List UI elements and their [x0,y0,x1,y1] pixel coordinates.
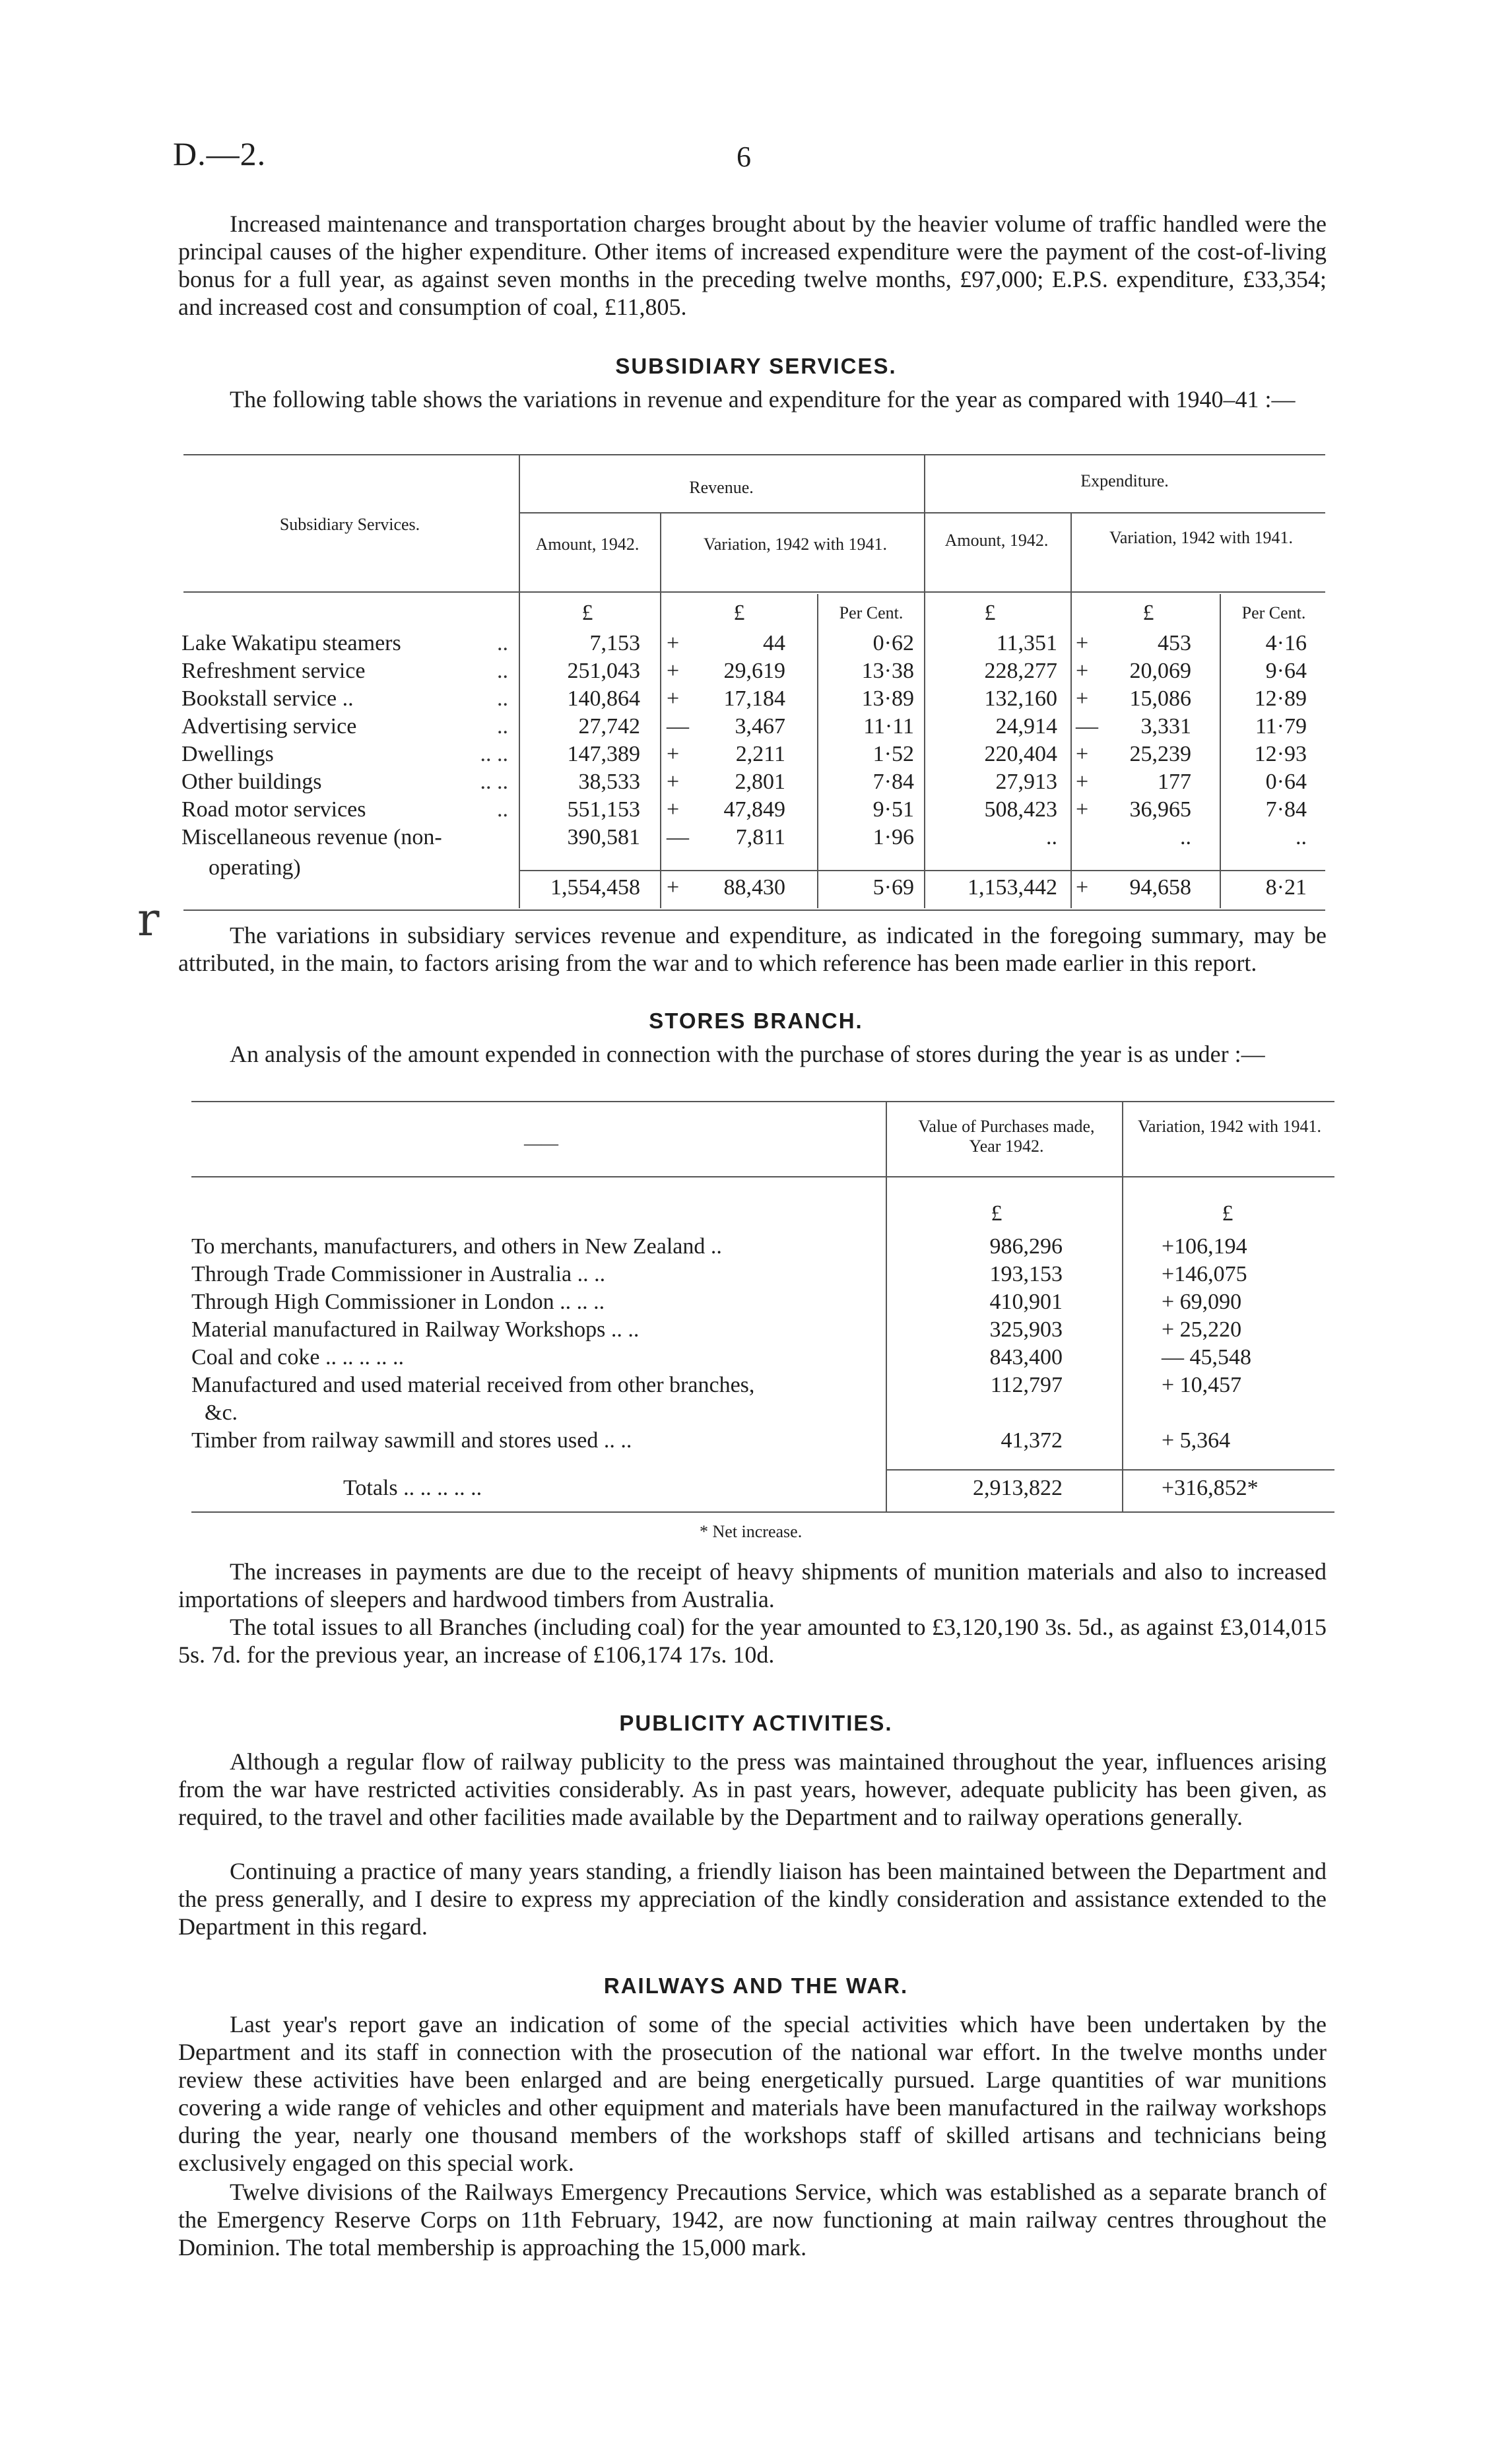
exp-variation: 36,965 [1129,797,1191,822]
rev-percent: 13·38 [861,659,914,683]
rev-sign: + [667,686,680,711]
unit-exp-amount: £ [984,601,996,625]
exp-sign: + [1076,659,1089,683]
totals-rule [519,870,1325,871]
service-name: Miscellaneous revenue (non- [181,825,442,849]
rev-amount: 140,864 [567,686,640,711]
stores-totals-rule [886,1469,1334,1471]
stores-bottom-rule [191,1511,1334,1513]
stores-item-value: 410,901 [989,1290,1063,1314]
rev-amount: 551,153 [567,797,640,822]
exp-percent: 7·84 [1265,797,1307,822]
service-name: Dwellings [181,742,274,766]
stores-item-name: Material manufactured in Railway Workshops .. .. [191,1317,640,1342]
rev-percent: 0·62 [872,631,914,655]
exp-sign: — [1076,714,1098,739]
col-header-exp-variation: Variation, 1942 with 1941. [1109,528,1294,547]
stores-totals-label: Totals .. .. .. .. .. [343,1476,482,1500]
stores-item-name: To merchants, manufacturers, and others in New Zealand .. [191,1234,722,1259]
stores-unit-variation: £ [1222,1201,1233,1226]
stores-item-value: 112,797 [990,1373,1063,1397]
war-paragraph-1: Last year's report gave an indication of some of the special activities which have been undertaken by the Department and its staff in connection with the prosecution of the national war effort. In the twelve months under review these activities have been enlarged and are being energetically pursued. Large quantities of war munitions covering a wide range of vehicles and other equipment and materials have been manufactured in the railway workshops during the year, nearly one thousand members of the workshops staff of skilled artisans and technicians being exclusively engaged on this special work. [178,2011,1327,2176]
rev-sign: + [667,770,680,794]
rev-variation: 47,849 [723,797,785,822]
header-rule [519,512,1325,513]
exp-percent: 12·89 [1254,686,1307,711]
stores-divider [1122,1102,1123,1511]
subsidiary-intro: The following table shows the variations in revenue and expenditure for the year as compared with 1940–41 :— [230,386,1296,413]
total-rev-variation: 88,430 [723,875,785,900]
exp-variation: 15,086 [1129,686,1191,711]
publicity-heading: PUBLICITY ACTIVITIES. [619,1711,893,1735]
stores-item-variation: + 10,457 [1162,1373,1242,1397]
exp-percent: 0·64 [1265,770,1307,794]
leader-dots: .. [497,686,508,711]
exp-sign: + [1076,770,1089,794]
table-top-rule [183,454,1325,455]
rev-percent: 1·96 [872,825,914,849]
total-rev-percent: 5·69 [872,875,914,900]
table-divider [519,455,520,908]
rev-sign: + [667,659,680,683]
stores-item-value: 986,296 [989,1234,1063,1259]
total-exp-sign: + [1076,875,1089,900]
stores-paragraph-2: The total issues to all Branches (including coal) for the year amounted to £3,120,190 3s. 5d., as against £3,014,015 5s. 7d. for the previous year, an increase of £106,174 17s. 10d. [178,1614,1327,1668]
exp-percent: 11·79 [1255,714,1307,739]
stores-col-blank: —— [524,1134,558,1153]
col-header-services: Subsidiary Services. [279,515,420,534]
total-rev-sign: + [667,875,680,900]
leader-dots: .. .. [480,742,508,766]
rev-amount: 38,533 [578,770,640,794]
rev-variation: 29,619 [723,659,785,683]
stores-item-name: Timber from railway sawmill and stores used .. .. [191,1428,632,1453]
stores-item-name: Through High Commissioner in London .. .. .. [191,1290,605,1314]
stores-col-value: Value of Purchases made, Year 1942. [918,1117,1095,1156]
stores-top-rule [191,1101,1334,1102]
exp-variation: 25,239 [1129,742,1191,766]
rev-percent: 13·89 [861,686,914,711]
exp-sign: + [1076,686,1089,711]
subsidiary-services-heading: SUBSIDIARY SERVICES. [615,354,897,378]
exp-amount: 228,277 [984,659,1057,683]
exp-amount: 24,914 [995,714,1057,739]
publicity-paragraph-2: Continuing a practice of many years standing, a friendly liaison has been maintained between the Department and the press generally, and I desire to express my appreciation of the kindly consideration and assistance extended to the Department in this regard. [178,1858,1327,1940]
exp-percent: .. [1296,825,1307,849]
col-header-revenue: Revenue. [689,478,754,497]
rev-amount: 27,742 [578,714,640,739]
stores-item-name: Manufactured and used material received from other branches, [191,1373,755,1397]
exp-amount: .. [1046,825,1057,849]
stores-item-variation: + 5,364 [1162,1428,1231,1453]
stores-item-variation: — 45,548 [1162,1345,1251,1370]
exp-variation: 177 [1158,770,1191,794]
rev-percent: 11·11 [863,714,914,739]
exp-amount: 220,404 [984,742,1057,766]
leader-dots: .. [497,631,508,655]
rev-variation: 2,211 [735,742,785,766]
stores-item-name: Coal and coke .. .. .. .. .. [191,1345,404,1370]
publicity-paragraph-1: Although a regular flow of railway publicity to the press was maintained throughout the year, influences arising from the war have restricted activities considerably. As in past years, however, adequate publicity has been given, as required, to the travel and other facilities made available by the Department and to railway operations generally. [178,1748,1327,1830]
service-name: Road motor services [181,797,366,822]
unit-rev-variation: £ [733,601,745,625]
col-header-expenditure: Expenditure. [1080,471,1169,490]
rev-percent: 1·52 [872,742,914,766]
stores-item-variation: + 25,220 [1162,1317,1242,1342]
stores-item-variation: +106,194 [1162,1234,1247,1259]
table-bottom-rule [183,910,1325,911]
rev-sign: — [667,825,689,849]
rev-amount: 7,153 [589,631,640,655]
stores-item-value: 41,372 [1001,1428,1063,1453]
total-exp-percent: 8·21 [1265,875,1307,900]
total-rev-amount: 1,554,458 [550,875,640,900]
leader-dots: .. [497,714,508,739]
leader-dots: .. [497,797,508,822]
stores-branch-heading: STORES BRANCH. [649,1009,863,1033]
table-divider [660,513,661,908]
exp-variation: 20,069 [1129,659,1191,683]
war-paragraph-2: Twelve divisions of the Railways Emergency Precautions Service, which was established as a separate branch of the Emergency Reserve Corps on 11th February, 1942, are now functioning at main railway centres throughout the Dominion. The total membership is approaching the 15,000 mark. [178,2179,1327,2261]
stores-item-name: &c. [205,1401,238,1425]
service-name: Lake Wakatipu steamers [181,631,401,655]
stores-item-variation: +146,075 [1162,1262,1247,1286]
rev-variation: 44 [763,631,785,655]
rev-variation: 3,467 [735,714,785,739]
exp-variation: 3,331 [1140,714,1191,739]
exp-percent: 12·93 [1254,742,1307,766]
subsidiary-after-paragraph: The variations in subsidiary services revenue and expenditure, as indicated in the foregoing summary, may be attributed, in the main, to factors arising from the war and to which reference has been made earlier in this report. [178,922,1327,976]
col-header-rev-amount: Amount, 1942. [535,535,640,554]
unit-exp-variation: £ [1142,601,1154,625]
exp-sign: + [1076,742,1089,766]
war-heading: RAILWAYS AND THE WAR. [603,1973,909,1998]
unit-rev-percent: Per Cent. [839,603,904,622]
stores-item-value: 193,153 [989,1262,1063,1286]
rev-sign: — [667,714,689,739]
stores-item-name: Through Trade Commissioner in Australia .. .. [191,1262,606,1286]
rev-amount: 390,581 [567,825,640,849]
col-header-exp-amount: Amount, 1942. [944,531,1049,550]
exp-amount: 11,351 [996,631,1057,655]
misc-continuation: operating) [209,855,301,880]
page-number: 6 [737,141,751,173]
stores-footnote: * Net increase. [700,1522,803,1541]
stores-item-value: 325,903 [989,1317,1063,1342]
margin-pencil-mark: r [137,892,160,946]
exp-percent: 4·16 [1265,631,1307,655]
rev-amount: 251,043 [567,659,640,683]
stores-col-variation: Variation, 1942 with 1941. [1137,1117,1322,1136]
rev-sign: + [667,797,680,822]
service-name: Other buildings [181,770,322,794]
rev-variation: 7,811 [735,825,785,849]
total-exp-variation: 94,658 [1129,875,1191,900]
stores-header-rule [191,1176,1334,1177]
rev-sign: + [667,631,680,655]
exp-variation: 453 [1158,631,1191,655]
rev-variation: 17,184 [723,686,785,711]
total-exp-amount: 1,153,442 [968,875,1057,900]
rev-variation: 2,801 [735,770,785,794]
leader-dots: .. .. [480,770,508,794]
exp-amount: 508,423 [984,797,1057,822]
col-header-rev-variation: Variation, 1942 with 1941. [703,535,888,554]
report-reference: D.—2. [173,135,267,172]
exp-variation: .. [1180,825,1191,849]
service-name: Refreshment service [181,659,366,683]
stores-totals-value: 2,913,822 [973,1476,1063,1500]
stores-item-value: 843,400 [989,1345,1063,1370]
stores-divider [886,1102,887,1511]
service-name: Bookstall service .. [181,686,354,711]
stores-item-variation: + 69,090 [1162,1290,1242,1314]
service-name: Advertising service [181,714,357,739]
exp-sign: + [1076,797,1089,822]
leader-dots: .. [497,659,508,683]
exp-amount: 132,160 [984,686,1057,711]
exp-sign: + [1076,631,1089,655]
rev-percent: 7·84 [872,770,914,794]
stores-unit-value: £ [991,1201,1003,1226]
rev-percent: 9·51 [872,797,914,822]
exp-percent: 9·64 [1265,659,1307,683]
table-divider [1070,513,1072,908]
exp-amount: 27,913 [995,770,1057,794]
stores-paragraph-1: The increases in payments are due to the receipt of heavy shipments of munition materials and also to increased importations of sleepers and hardwood timbers from Australia. [178,1558,1327,1612]
stores-totals-variation: +316,852* [1162,1476,1259,1500]
intro-paragraph: Increased maintenance and transportation charges brought about by the heavier volume of traffic handled were the principal causes of the higher expenditure. Other items of increased expenditure were the payment of the cost-of-living bonus for a full year, as against seven months in the preceding twelve months, £97,000; E.P.S. expenditure, £33,354; and increased cost and consumption of coal, £11,805. [178,211,1327,320]
rev-sign: + [667,742,680,766]
rev-amount: 147,389 [567,742,640,766]
unit-rev-amount: £ [581,601,593,625]
unit-exp-percent: Per Cent. [1241,603,1306,622]
header-bottom-rule [183,591,1325,593]
stores-intro: An analysis of the amount expended in connection with the purchase of stores during the year is as under :— [230,1041,1265,1067]
